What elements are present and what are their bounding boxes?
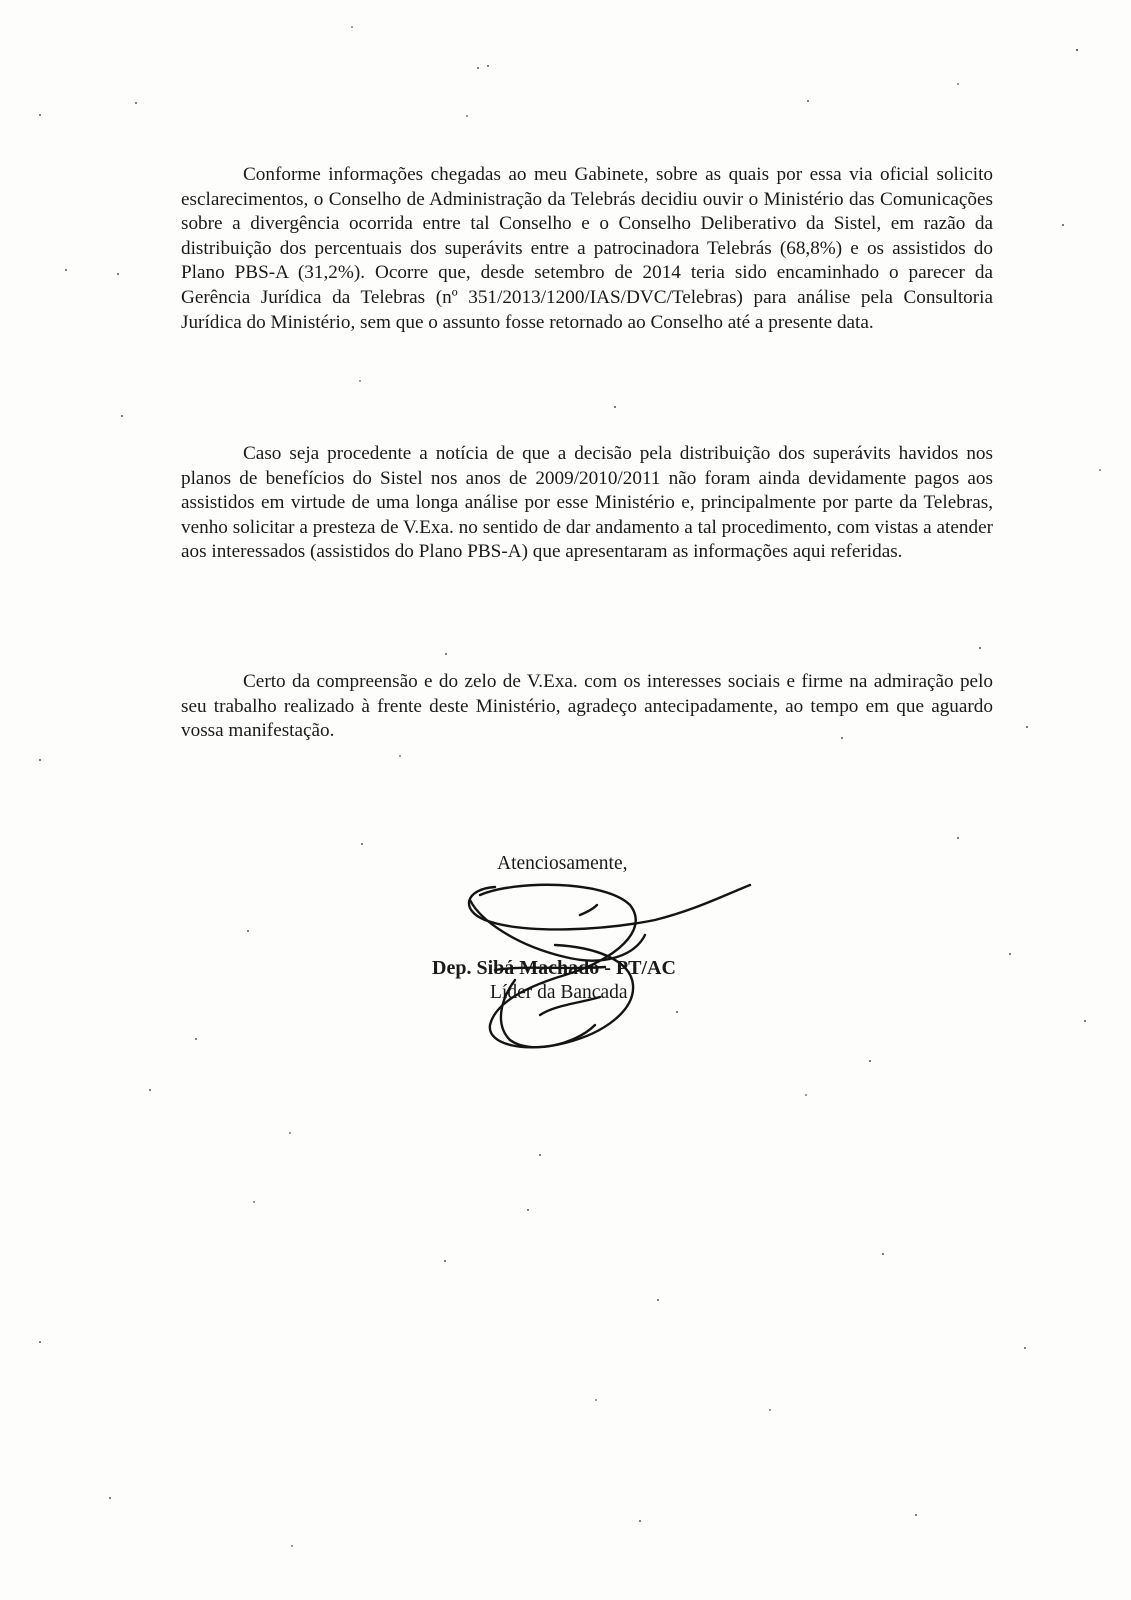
closing-salutation: Atenciosamente, [497,853,628,874]
paragraph-3 [181,670,993,744]
paragraph-2 [181,442,993,565]
signer-name: Dep. Sibá Machado - PT/AC [432,957,676,979]
paragraph-3-text: Certo da compreensão e do zelo de V.Exa. com os interesses sociais e firme na admiração pelo seu trabalho realizado à frente deste Ministério, agradeço antecipadamente, ao tempo em que aguardo vossa manifestação. [181,671,993,742]
paragraph-2-text: Caso seja procedente a notícia de que a decisão pela distribuição dos superávits havidos nos planos de benefícios do Sistel nos anos de 2009/2010/2011 não foram ainda devidamente pagos aos assistidos em virtude de uma longa análise por esse Ministério e, principalmente por parte da Telebras, venho solicitar a presteza de V.Exa. no sentido de dar andamento a tal procedimento, com vistas a atender aos interessados (assistidos do Plano PBS-A) que apresentaram as informações aqui referidas. [181,443,993,563]
paragraph-1-text: Conforme informações chegadas ao meu Gabinete, sobre as quais por essa via oficial solicito esclarecimentos, o Conselho de Administração da Telebrás decidiu ouvir o Ministério das Comunicações sobre a divergência ocorrida entre tal Conselho e o Conselho Deliberativo da Sistel, em razão da distribuição dos percentuais dos superávits entre a patrocinadora Telebrás (68,8%) e os assistidos do Plano PBS-A (31,2%). Ocorre que, desde setembro de 2014 teria sido encaminhado o parecer da Gerência Jurídica da Telebras (nº 351/2013/1200/IAS/DVC/Telebras) para análise pela Consultoria Jurídica do Ministério, sem que o assunto fosse retornado ao Conselho até a presente data. [181,164,993,333]
paragraph-1 [181,163,993,335]
signer-role: Líder da Bancada [490,982,628,1003]
